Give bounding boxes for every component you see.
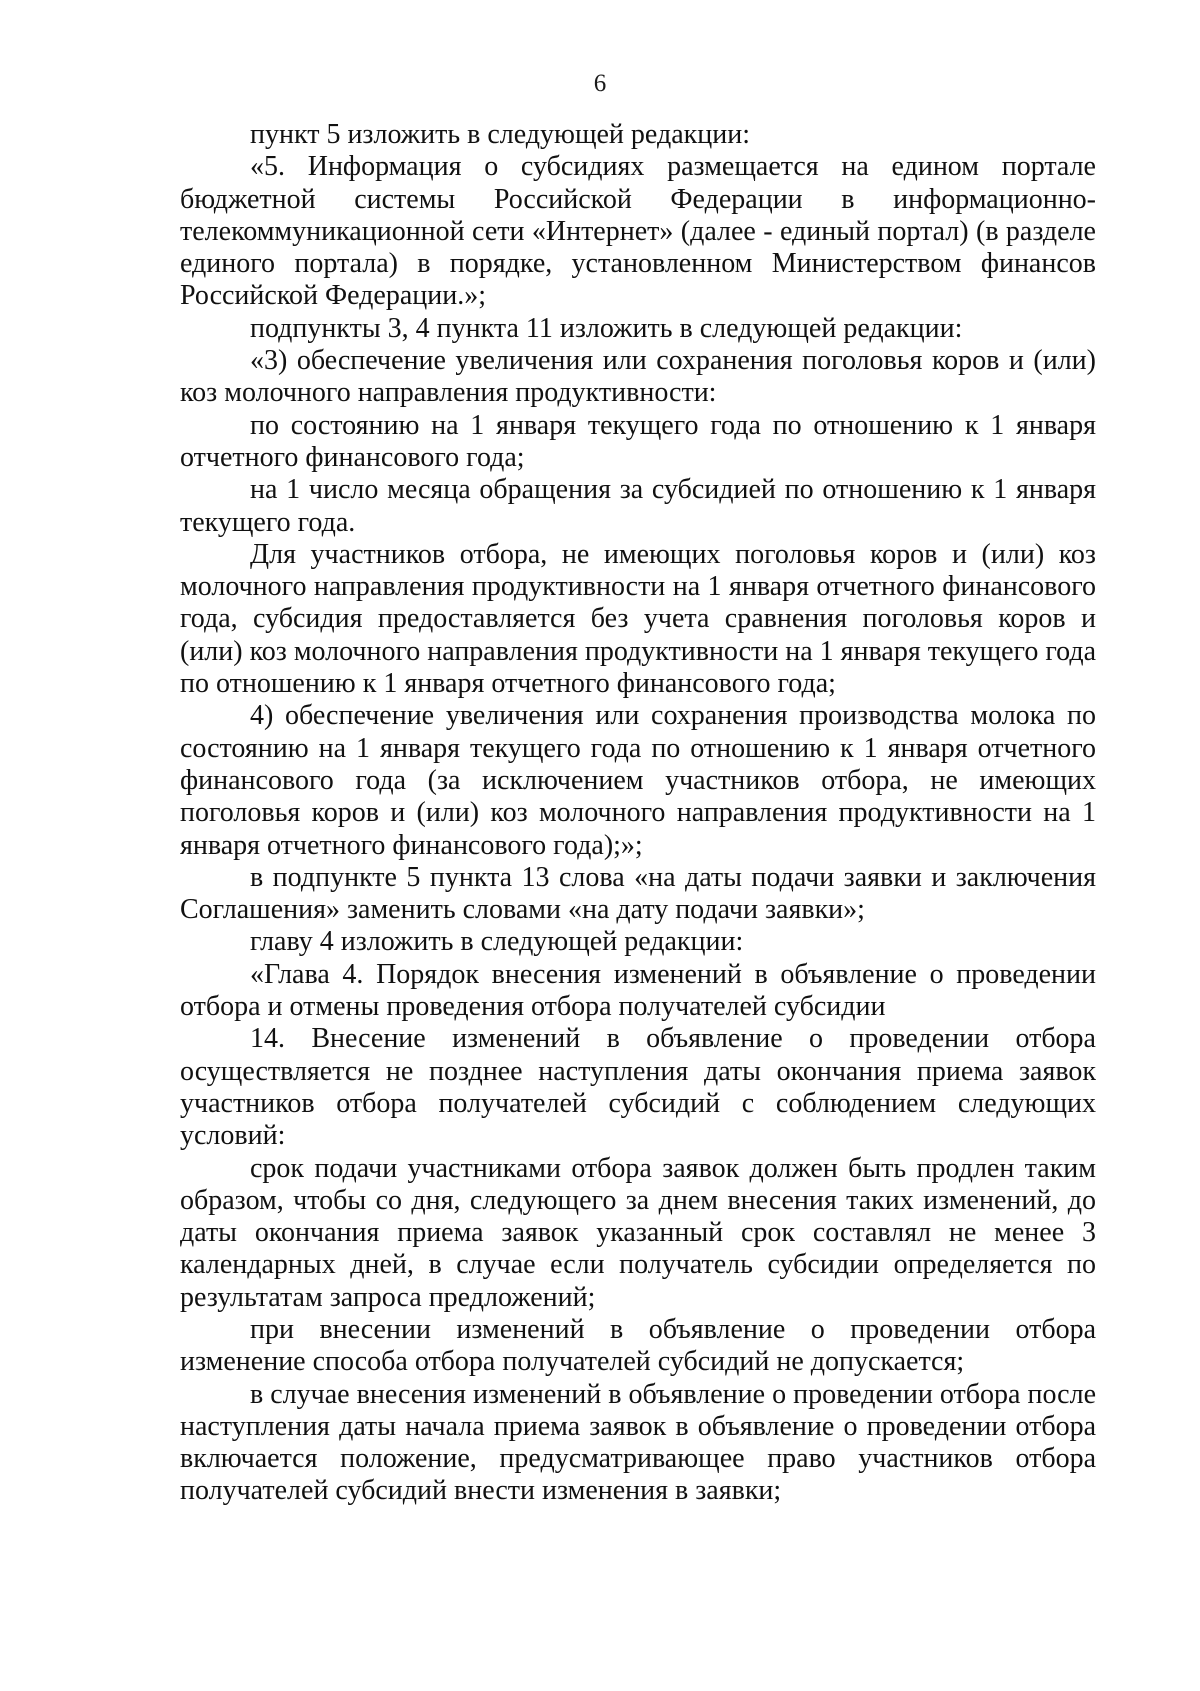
paragraph: срок подачи участниками отбора заявок должен быть продлен таким образом, чтобы со дня, следующего за днем внесения таких изменений, до даты окончания приема заявок указанный срок составлял не менее 3 календарных дней, в случае если получатель субсидии определяется по результатам запроса предложений; [180,1152,1096,1313]
paragraph: «Глава 4. Порядок внесения изменений в объявление о проведении отбора и отмены проведения отбора получателей субсидии [180,958,1096,1023]
paragraph: Для участников отбора, не имеющих поголовья коров и (или) коз молочного направления продуктивности на 1 января отчетного финансового года, субсидия предоставляется без учета сравнения поголовья коров и (или) коз молочного направления продуктивности на 1 января текущего года по отношению к 1 января отчетного финансового года; [180,538,1097,700]
paragraph: на 1 число месяца обращения за субсидией по отношению к 1 января текущего года. [180,474,1096,538]
paragraph: главу 4 изложить в следующей редакции: [250,926,744,958]
page-number: 6 [593,70,607,97]
paragraph: в случае внесения изменений в объявление о проведении отбора после наступления даты начала приема заявок в объявление о проведении отбора включается положение, предусматривающее право участников отбора получателей субсидий внести изменения в заявки; [180,1378,1096,1507]
paragraph: подпункты 3, 4 пункта 11 изложить в следующей редакции: [250,312,963,344]
paragraph: 4) обеспечение увеличения или сохранения производства молока по состоянию на 1 января текущего года по отношению к 1 января отчетного финансового года (за исключением участников отбора, не имеющих поголовья коров и (или) коз молочного направления продуктивности на 1 января отчетного финансового года);»; [180,700,1096,861]
paragraph: 14. Внесение изменений в объявление о проведении отбора осуществляется не позднее наступления даты окончания приема заявок участников отбора получателей субсидий с соблюдением следующих условий: [180,1023,1096,1152]
paragraph: «3) обеспечение увеличения или сохранения поголовья коров и (или) коз молочного направления продуктивности: [180,345,1096,409]
paragraph: при внесении изменений в объявление о проведении отбора изменение способа отбора получателей субсидий не допускается; [180,1313,1096,1378]
paragraph: по состоянию на 1 января текущего года по отношению к 1 января отчетного финансового года; [180,409,1096,473]
document-body [180,119,1096,1508]
paragraph: в подпункте 5 пункта 13 слова «на даты подачи заявки и заключения Соглашения» заменить словами «на дату подачи заявки»; [180,861,1096,926]
paragraph: «5. Информация о субсидиях размещается на едином портале бюджетной системы Российской Федерации в информационно-телекоммуникационной сети «Интернет» (далее - единый портал) (в разделе единого портала) в порядке, установленном Министерством финансов Российской Федерации.»; [180,151,1096,312]
paragraph: пункт 5 изложить в следующей редакции: [250,119,750,150]
